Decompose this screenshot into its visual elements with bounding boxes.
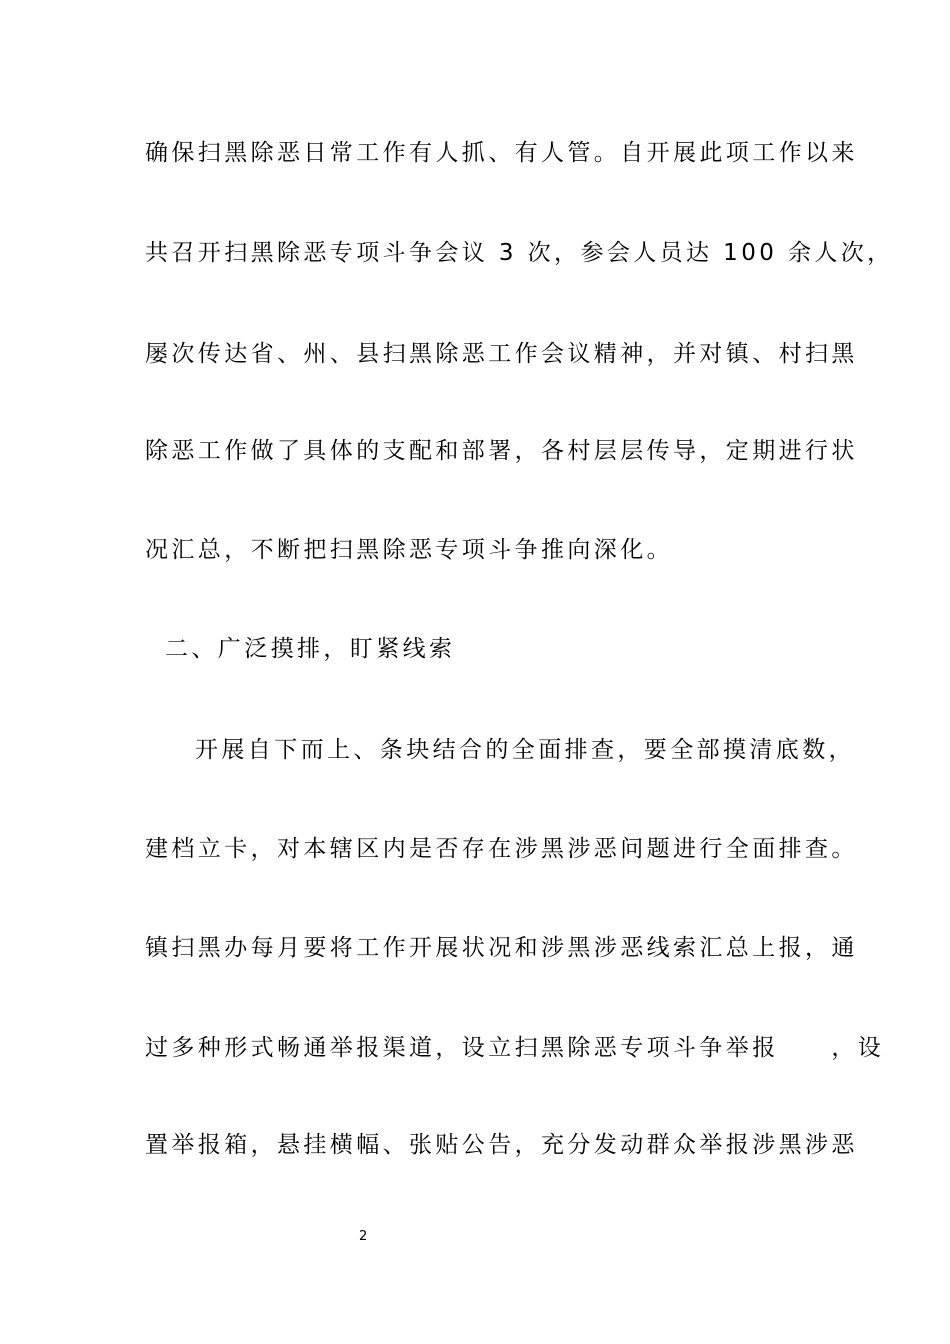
- paragraph-line: 除恶工作做了具体的支配和部署，各村层层传导，定期进行状: [145, 438, 858, 464]
- paragraph-line: 建档立卡，对本辖区内是否存在涉黑涉恶问题进行全面排查。: [145, 836, 858, 862]
- paragraph-line: 共召开扫黑除恶专项斗争会议 3 次，参会人员达 100 余人次，: [145, 240, 894, 266]
- paragraph-line: 况汇总，不断把扫黑除恶专项斗争推向深化。: [145, 537, 673, 563]
- section-heading: 二、广泛摸排，盯紧线索: [165, 636, 456, 662]
- paragraph-line: 置举报箱，悬挂横幅、张贴公告，充分发动群众举报涉黑涉恶: [145, 1132, 858, 1158]
- paragraph-line: 过多种形式畅通举报渠道，设立扫黑除恶专项斗争举报 ，设: [145, 1035, 885, 1061]
- paragraph-line: 镇扫黑办每月要将工作开展状况和涉黑涉恶线索汇总上报，通: [145, 935, 858, 961]
- page-number: 2: [359, 1229, 368, 1244]
- paragraph-line: 屡次传达省、州、县扫黑除恶工作会议精神，并对镇、村扫黑: [145, 341, 858, 367]
- paragraph-line: 开展自下而上、条块结合的全面排查，要全部摸清底数，: [195, 737, 855, 763]
- paragraph-line: 确保扫黑除恶日常工作有人抓、有人管。自开展此项工作以来: [145, 140, 858, 166]
